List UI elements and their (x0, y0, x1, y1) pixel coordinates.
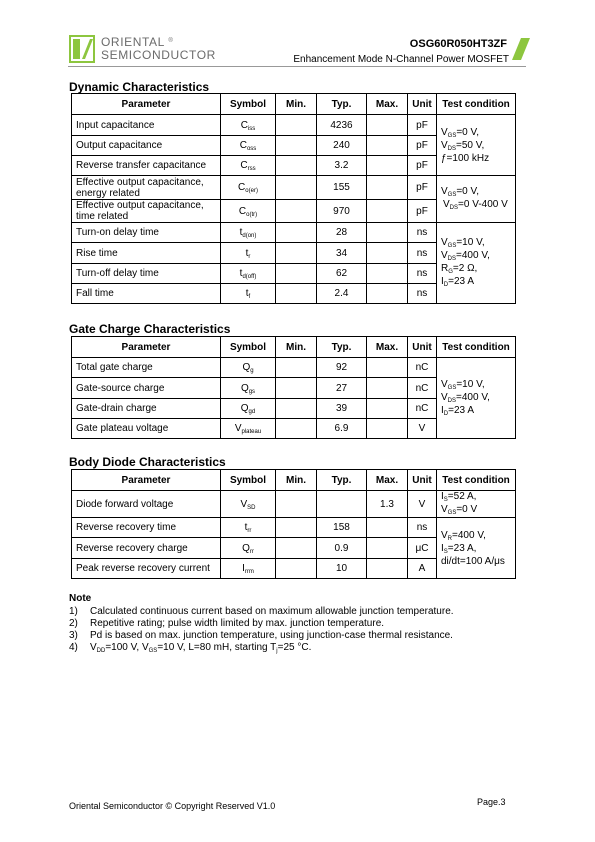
symbol-cell: $I_{rrm}$ (221, 559, 276, 579)
param-cell: Effective output capacitance, time related (72, 200, 221, 223)
col-header-typ: Typ. (317, 94, 367, 115)
min-cell (276, 419, 317, 439)
min-cell (276, 399, 317, 419)
typ-cell: 155 (317, 176, 367, 200)
table-row (72, 358, 516, 378)
max-cell (367, 538, 408, 559)
max-cell: 1.3 (367, 491, 408, 518)
max-cell (367, 200, 408, 223)
min-cell (276, 538, 317, 559)
typ-cell: 62 (317, 264, 367, 284)
note-item: 2) Repetitive rating; pulse width limited by max. junction temperature. (69, 618, 385, 629)
typ-cell: 4236 (317, 115, 367, 136)
symbol-cell: $t_{d(on)}$ (221, 223, 276, 243)
unit-cell: V (408, 419, 437, 439)
col-header-test-condition: Test condition (437, 337, 516, 358)
param-cell: Diode forward voltage (72, 491, 221, 518)
unit-cell: ns (408, 223, 437, 243)
unit-cell: pF (408, 200, 437, 223)
min-cell (276, 156, 317, 176)
max-cell (367, 559, 408, 579)
min-cell (276, 200, 317, 223)
notes-list (69, 606, 539, 655)
symbol-cell: $V_{plateau}$ (221, 419, 276, 439)
col-header-parameter: Parameter (72, 337, 221, 358)
max-cell (367, 223, 408, 243)
col-header-unit: Unit (408, 470, 437, 491)
param-cell: Turn-on delay time (72, 223, 221, 243)
typ-cell (317, 491, 367, 518)
unit-cell: pF (408, 136, 437, 156)
notes-heading: Note (69, 593, 92, 604)
unit-cell: nC (408, 358, 437, 378)
param-cell: Reverse recovery charge (72, 538, 221, 559)
test-condition-cell: $V_{GS}=0$ V, $V_{DS}=50$ V, ƒ=100 kHz (437, 115, 516, 176)
symbol-cell: $V_{SD}$ (221, 491, 276, 518)
part-number: OSG60R050HT3ZF (409, 38, 507, 50)
symbol-cell: $C_{o(tr)}$ (221, 200, 276, 223)
table-row (72, 176, 516, 200)
param-cell: Gate-source charge (72, 378, 221, 399)
param-cell: Fall time (72, 284, 221, 304)
unit-cell: ns (408, 264, 437, 284)
col-header-min: Min. (276, 94, 317, 115)
col-header-test-condition: Test condition (437, 470, 516, 491)
section-title-body-diode: Body Diode Characteristics (69, 455, 226, 469)
param-cell: Gate-drain charge (72, 399, 221, 419)
typ-cell: 2.4 (317, 284, 367, 304)
col-header-parameter: Parameter (72, 470, 221, 491)
param-cell: Peak reverse recovery current (72, 559, 221, 579)
param-cell: Effective output capacitance, energy related (72, 176, 221, 200)
typ-cell: 3.2 (317, 156, 367, 176)
logo-line2: SEMICONDUCTOR (101, 48, 216, 62)
unit-cell: pF (408, 115, 437, 136)
symbol-cell: $t_{rr}$ (221, 518, 276, 538)
col-header-typ: Typ. (317, 470, 367, 491)
param-cell: Reverse transfer capacitance (72, 156, 221, 176)
section-title-dynamic: Dynamic Characteristics (69, 80, 210, 94)
unit-cell: pF (408, 156, 437, 176)
typ-cell: 6.9 (317, 419, 367, 439)
col-header-test-condition: Test condition (437, 94, 516, 115)
test-condition-cell: $V_{GS}=10$ V, $V_{DS}=400$ V, $R_G=2$ Ω, $I_D=23$ A (437, 223, 516, 304)
section-title-gate-charge: Gate Charge Characteristics (69, 322, 231, 336)
col-header-symbol: Symbol (221, 337, 276, 358)
min-cell (276, 264, 317, 284)
table-row (72, 518, 516, 538)
symbol-cell: $C_{iss}$ (221, 115, 276, 136)
min-cell (276, 176, 317, 200)
symbol-cell: $Q_{gd}$ (221, 399, 276, 419)
col-header-symbol: Symbol (221, 94, 276, 115)
unit-cell: μC (408, 538, 437, 559)
max-cell (367, 136, 408, 156)
param-cell: Output capacitance (72, 136, 221, 156)
unit-cell: ns (408, 284, 437, 304)
logo-mark-icon (69, 35, 95, 63)
max-cell (367, 115, 408, 136)
min-cell (276, 518, 317, 538)
min-cell (276, 243, 317, 264)
typ-cell: 10 (317, 559, 367, 579)
col-header-unit: Unit (408, 94, 437, 115)
col-header-min: Min. (276, 470, 317, 491)
symbol-cell: $t_r$ (221, 243, 276, 264)
typ-cell: 27 (317, 378, 367, 399)
table-row (72, 491, 516, 518)
min-cell (276, 559, 317, 579)
test-condition-cell: $I_S=52$ A, $V_{GS}=0$ V (437, 491, 516, 518)
unit-cell: A (408, 559, 437, 579)
note-item: 1) Calculated continuous current based on maximum allowable junction temperature. (69, 606, 454, 617)
typ-cell: 158 (317, 518, 367, 538)
col-header-min: Min. (276, 337, 317, 358)
typ-cell: 34 (317, 243, 367, 264)
typ-cell: 240 (317, 136, 367, 156)
col-header-max: Max. (367, 470, 408, 491)
body-diode-table (71, 469, 516, 579)
typ-cell: 92 (317, 358, 367, 378)
test-condition-cell: $V_{GS}=10$ V, $V_{DS}=400$ V, $I_D=23$ A (437, 358, 516, 439)
symbol-cell: $Q_{rr}$ (221, 538, 276, 559)
unit-cell: ns (408, 518, 437, 538)
table-row (72, 223, 516, 243)
max-cell (367, 419, 408, 439)
col-header-parameter: Parameter (72, 94, 221, 115)
typ-cell: 970 (317, 200, 367, 223)
document-subtitle: Enhancement Mode N-Channel Power MOSFET (293, 54, 509, 65)
max-cell (367, 518, 408, 538)
param-cell: Gate plateau voltage (72, 419, 221, 439)
table-header (72, 337, 516, 358)
unit-cell: ns (408, 243, 437, 264)
col-header-unit: Unit (408, 337, 437, 358)
min-cell (276, 115, 317, 136)
logo-line1: ORIENTAL (101, 35, 165, 49)
gate-charge-table (71, 336, 516, 439)
symbol-cell: $Q_{gs}$ (221, 378, 276, 399)
symbol-cell: $Q_g$ (221, 358, 276, 378)
max-cell (367, 176, 408, 200)
col-header-max: Max. (367, 94, 408, 115)
col-header-symbol: Symbol (221, 470, 276, 491)
note-item: 3) Pd is based on max. junction temperature, using junction-case thermal resistance. (69, 630, 453, 641)
dynamic-table (71, 93, 516, 304)
unit-cell: V (408, 491, 437, 518)
page-number: Page.3 (477, 797, 506, 807)
min-cell (276, 223, 317, 243)
unit-cell: pF (408, 176, 437, 200)
symbol-cell: $C_{rss}$ (221, 156, 276, 176)
max-cell (367, 399, 408, 419)
param-cell: Rise time (72, 243, 221, 264)
max-cell (367, 156, 408, 176)
symbol-cell: $C_{o(er)}$ (221, 176, 276, 200)
table-header (72, 94, 516, 115)
header-divider (68, 66, 526, 67)
max-cell (367, 358, 408, 378)
min-cell (276, 491, 317, 518)
min-cell (276, 136, 317, 156)
max-cell (367, 243, 408, 264)
max-cell (367, 264, 408, 284)
table-header (72, 470, 516, 491)
min-cell (276, 284, 317, 304)
unit-cell: nC (408, 378, 437, 399)
company-logo-text (101, 36, 216, 62)
max-cell (367, 378, 408, 399)
min-cell (276, 358, 317, 378)
unit-cell: nC (408, 399, 437, 419)
symbol-cell: $C_{oss}$ (221, 136, 276, 156)
max-cell (367, 284, 408, 304)
typ-cell: 39 (317, 399, 367, 419)
brand-slash-icon (512, 38, 530, 60)
test-condition-cell: $V_R=400$ V, $I_S=23$ A, di/dt=100 A/μs (437, 518, 516, 579)
param-cell: Input capacitance (72, 115, 221, 136)
col-header-max: Max. (367, 337, 408, 358)
param-cell: Total gate charge (72, 358, 221, 378)
param-cell: Turn-off delay time (72, 264, 221, 284)
test-condition-cell: $V_{GS}=0$ V, $V_{DS}=0$ V-400 V (437, 176, 516, 223)
footer-copyright: Oriental Semiconductor © Copyright Reserved V1.0 (69, 801, 276, 811)
symbol-cell: $t_{d(off)}$ (221, 264, 276, 284)
col-header-typ: Typ. (317, 337, 367, 358)
param-cell: Reverse recovery time (72, 518, 221, 538)
typ-cell: 28 (317, 223, 367, 243)
note-item: 4) $V_{DD}=100$ V, $V_{GS}=10$ V, L=80 mH, starting $T_j=25$ °C. (69, 642, 312, 654)
min-cell (276, 378, 317, 399)
registered-mark: ® (168, 38, 174, 44)
symbol-cell: $t_f$ (221, 284, 276, 304)
typ-cell: 0.9 (317, 538, 367, 559)
table-row (72, 115, 516, 136)
